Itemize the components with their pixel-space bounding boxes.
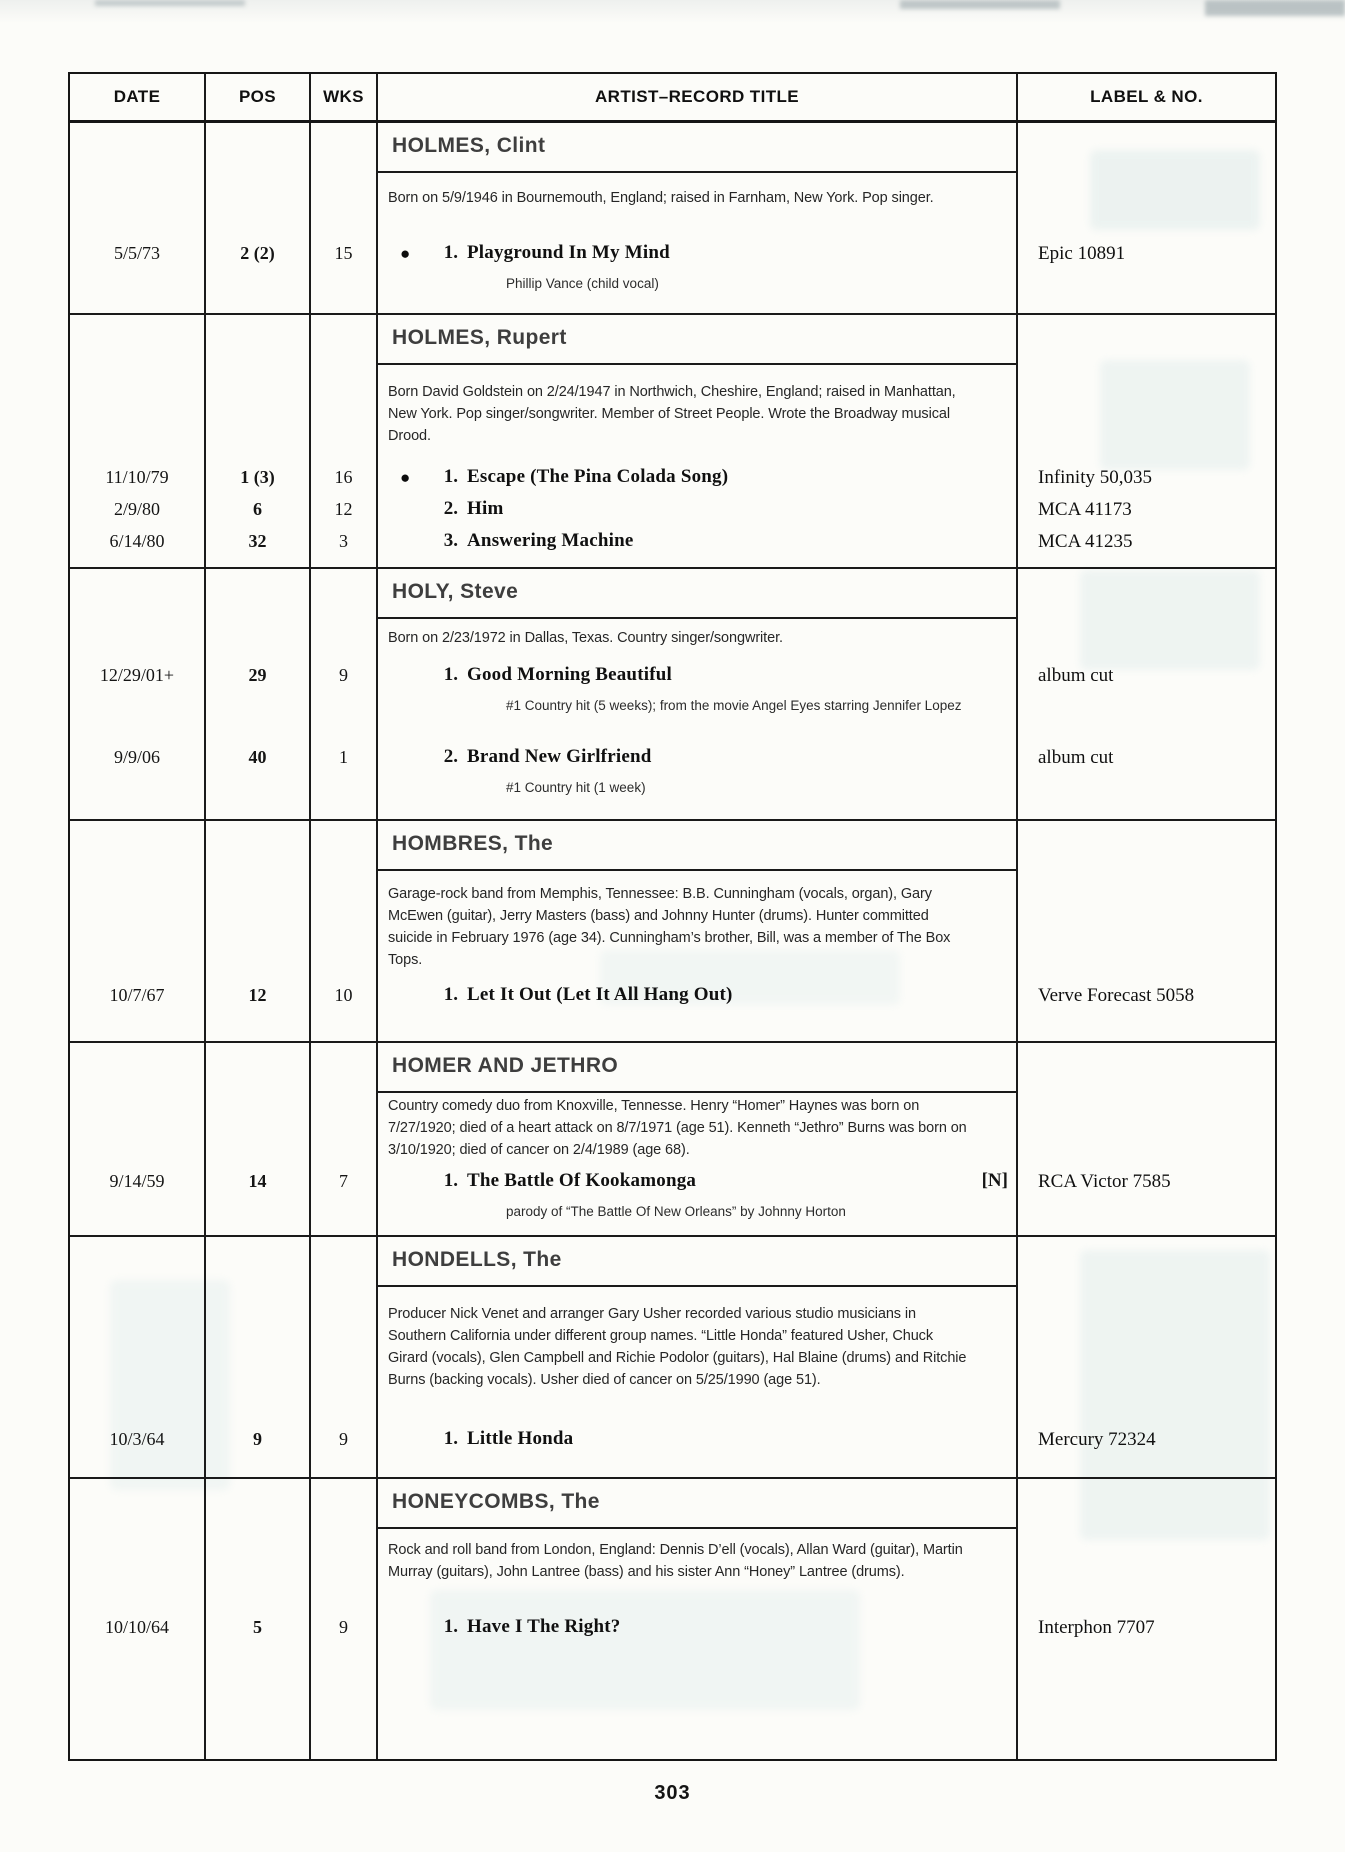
column-divider bbox=[309, 821, 311, 1041]
song-title: Playground In My Mind bbox=[467, 242, 670, 263]
header-cell-pos: POS bbox=[238, 87, 277, 106]
record-label-cell: album cut bbox=[1038, 665, 1114, 686]
date-cell: 10/10/64 bbox=[104, 1617, 169, 1637]
scan-smudge bbox=[95, 0, 245, 6]
peak-pos-cell: 40 bbox=[248, 747, 267, 767]
column-divider bbox=[309, 569, 311, 819]
column-divider bbox=[204, 315, 206, 567]
date-cell: 11/10/79 bbox=[105, 467, 169, 487]
date-cell: 6/14/80 bbox=[109, 531, 165, 551]
song-entry bbox=[400, 980, 1012, 1010]
artist-bio: Country comedy duo from Knoxville, Tennesse. Henry “Homer” Haynes was born on 7/27/1920; died of a heart attack on 8/7/1971 (age 51). Kenneth “Jethro” Burns was born on 3/10/1920; died of cancer on 2/4/1989 (age 68). bbox=[388, 1098, 967, 1158]
record-label-cell: Mercury 72324 bbox=[1038, 1429, 1156, 1450]
column-divider bbox=[204, 821, 206, 1041]
song-entry bbox=[400, 526, 1012, 556]
date-cell: 9/9/06 bbox=[113, 747, 160, 767]
weeks-cell: 12 bbox=[334, 499, 353, 519]
weeks-cell: 7 bbox=[339, 1171, 348, 1191]
date-cell: 12/29/01+ bbox=[99, 665, 175, 685]
date-cell: 10/3/64 bbox=[109, 1429, 165, 1449]
song-entry bbox=[400, 1612, 1012, 1642]
track-number: 1. bbox=[443, 466, 458, 487]
date-cell: 9/14/59 bbox=[109, 1171, 165, 1191]
gold-record-dot: ● bbox=[400, 467, 411, 487]
column-divider bbox=[204, 569, 206, 819]
track-number: 2. bbox=[443, 498, 458, 519]
artist-band bbox=[378, 1043, 1016, 1093]
weeks-cell: 3 bbox=[339, 531, 348, 551]
artist-band bbox=[378, 123, 1016, 173]
record-label-cell: Infinity 50,035 bbox=[1038, 467, 1152, 488]
artist-section bbox=[70, 1043, 1275, 1237]
novelty-tag: [N] bbox=[981, 1170, 1008, 1191]
header-cell-wks: WKS bbox=[323, 87, 364, 106]
column-divider bbox=[309, 1043, 311, 1235]
song-entry bbox=[400, 1166, 1012, 1196]
artist-name: HOLMES, Clint bbox=[392, 134, 546, 157]
column-divider bbox=[1016, 1479, 1018, 1759]
peak-pos-cell: 29 bbox=[248, 665, 267, 685]
header-cell-label: LABEL & NO. bbox=[1090, 87, 1203, 106]
weeks-cell: 9 bbox=[339, 665, 348, 685]
artist-bio: Born David Goldstein on 2/24/1947 in Northwich, Cheshire, England; raised in Manhattan, New York. Pop singer/songwriter. Member of Street People. Wrote the Broadway musical Drood. bbox=[388, 384, 956, 444]
column-divider bbox=[204, 123, 206, 313]
artist-bio: Producer Nick Venet and arranger Gary Usher recorded various studio musicians in Southern California under different group names. “Little Honda” featured Usher, Chuck Girard (vocals), Glen Campbell and Richie Podolor (guitars), Hal Blaine (drums) and Ritchie Burns (backing vocals). Usher died of cancer on 5/25/1990 (age 51). bbox=[388, 1306, 967, 1388]
peak-pos-cell: 5 bbox=[253, 1617, 262, 1637]
artist-bio: Rock and roll band from London, England: Dennis D’ell (vocals), Allan Ward (guitar), Martin Murray (guitars), John Lantree (bass) and his sister Ann “Honey” Lantree (drums). bbox=[388, 1542, 963, 1580]
song-note: parody of “The Battle Of New Orleans” by Johnny Horton bbox=[506, 1204, 846, 1219]
column-divider bbox=[309, 123, 311, 313]
song-title: Brand New Girlfriend bbox=[467, 746, 652, 767]
record-label-cell: Verve Forecast 5058 bbox=[1038, 985, 1195, 1006]
song-entry bbox=[400, 742, 1012, 772]
track-number: 1. bbox=[443, 984, 458, 1005]
artist-name: HONEYCOMBS, The bbox=[392, 1490, 600, 1513]
artist-name: HOMBRES, The bbox=[392, 832, 554, 855]
track-number: 1. bbox=[443, 1616, 458, 1637]
artist-name: HONDELLS, The bbox=[392, 1248, 562, 1271]
peak-pos-cell: 2 (2) bbox=[240, 243, 275, 263]
column-divider bbox=[1016, 315, 1018, 567]
artist-bio: Born on 5/9/1946 in Bournemouth, England; raised in Farnham, New York. Pop singer. bbox=[388, 190, 934, 206]
song-title: Him bbox=[467, 498, 504, 519]
song-title: Good Morning Beautiful bbox=[467, 664, 672, 685]
artist-name: HOLY, Steve bbox=[392, 580, 519, 603]
song-title: Escape (The Pina Colada Song) bbox=[467, 466, 729, 487]
song-note: #1 Country hit (5 weeks); from the movie Angel Eyes starring Jennifer Lopez bbox=[506, 698, 962, 713]
song-entry bbox=[400, 238, 1012, 268]
artist-section bbox=[70, 1237, 1275, 1479]
record-label-cell: Interphon 7707 bbox=[1038, 1617, 1155, 1638]
song-note: Phillip Vance (child vocal) bbox=[506, 276, 659, 291]
artist-name: HOLMES, Rupert bbox=[392, 326, 567, 349]
date-cell: 5/5/73 bbox=[113, 243, 160, 263]
artist-band bbox=[378, 569, 1016, 619]
song-title: Let It Out (Let It All Hang Out) bbox=[467, 984, 733, 1005]
artist-bio: Born on 2/23/1972 in Dallas, Texas. Country singer/songwriter. bbox=[388, 630, 783, 646]
track-number: 3. bbox=[443, 530, 458, 551]
date-cell: 2/9/80 bbox=[113, 499, 160, 519]
record-label-cell: MCA 41235 bbox=[1038, 531, 1133, 552]
weeks-cell: 16 bbox=[334, 467, 353, 487]
artist-section bbox=[70, 821, 1275, 1043]
song-entry bbox=[400, 1424, 1012, 1454]
artist-band bbox=[378, 1237, 1016, 1287]
track-number: 1. bbox=[443, 1428, 458, 1449]
column-divider bbox=[204, 1043, 206, 1235]
song-title: Have I The Right? bbox=[467, 1616, 621, 1637]
artist-band bbox=[378, 315, 1016, 365]
song-entry bbox=[400, 494, 1012, 524]
scan-smudge bbox=[900, 0, 1060, 9]
record-label-cell: RCA Victor 7585 bbox=[1038, 1171, 1171, 1192]
weeks-cell: 9 bbox=[339, 1617, 348, 1637]
artist-section bbox=[70, 315, 1275, 569]
peak-pos-cell: 12 bbox=[248, 985, 267, 1005]
song-note: #1 Country hit (1 week) bbox=[506, 780, 646, 795]
song-title: The Battle Of Kookamonga bbox=[467, 1170, 697, 1191]
artist-bio: Garage-rock band from Memphis, Tennessee: B.B. Cunningham (vocals, organ), Gary McEwen (guitar), Jerry Masters (bass) and Johnny Hunter (drums). Hunter committed suicide in February 1976 (age 34). Cunningham’s brother, Bill, was a member of The Box Tops. bbox=[388, 886, 951, 968]
track-number: 1. bbox=[443, 242, 458, 263]
track-number: 1. bbox=[443, 664, 458, 685]
column-divider bbox=[1016, 1237, 1018, 1477]
artist-section bbox=[70, 569, 1275, 821]
gold-record-dot: ● bbox=[400, 243, 411, 263]
track-number: 1. bbox=[443, 1170, 458, 1191]
record-label-cell: album cut bbox=[1038, 747, 1114, 768]
artist-band bbox=[378, 821, 1016, 871]
chart-table bbox=[68, 72, 1277, 1761]
peak-pos-cell: 6 bbox=[253, 499, 262, 519]
table-header-row bbox=[70, 74, 1275, 123]
weeks-cell: 10 bbox=[334, 985, 353, 1005]
header-cell-date: DATE bbox=[113, 87, 161, 106]
date-cell: 10/7/67 bbox=[109, 985, 165, 1005]
song-title: Answering Machine bbox=[467, 530, 634, 551]
song-title: Little Honda bbox=[467, 1428, 574, 1449]
weeks-cell: 15 bbox=[334, 243, 353, 263]
peak-pos-cell: 9 bbox=[253, 1429, 262, 1449]
track-number: 2. bbox=[443, 746, 458, 767]
peak-pos-cell: 1 (3) bbox=[240, 467, 275, 487]
weeks-cell: 9 bbox=[339, 1429, 348, 1449]
record-label-cell: MCA 41173 bbox=[1038, 499, 1132, 520]
column-divider bbox=[1016, 821, 1018, 1041]
column-divider bbox=[309, 315, 311, 567]
header-cell-artist: ARTIST–RECORD TITLE bbox=[594, 87, 800, 106]
song-entry bbox=[400, 660, 1012, 690]
peak-pos-cell: 14 bbox=[248, 1171, 267, 1191]
peak-pos-cell: 32 bbox=[248, 531, 267, 551]
weeks-cell: 1 bbox=[339, 747, 348, 767]
artist-band bbox=[378, 1479, 1016, 1529]
artist-section bbox=[70, 1479, 1275, 1759]
artist-name: HOMER AND JETHRO bbox=[392, 1054, 619, 1077]
artist-section bbox=[70, 123, 1275, 315]
song-entry bbox=[400, 462, 1012, 492]
scan-smudge bbox=[1205, 0, 1345, 16]
record-label-cell: Epic 10891 bbox=[1038, 243, 1126, 264]
page-number: 303 bbox=[654, 1782, 691, 1804]
